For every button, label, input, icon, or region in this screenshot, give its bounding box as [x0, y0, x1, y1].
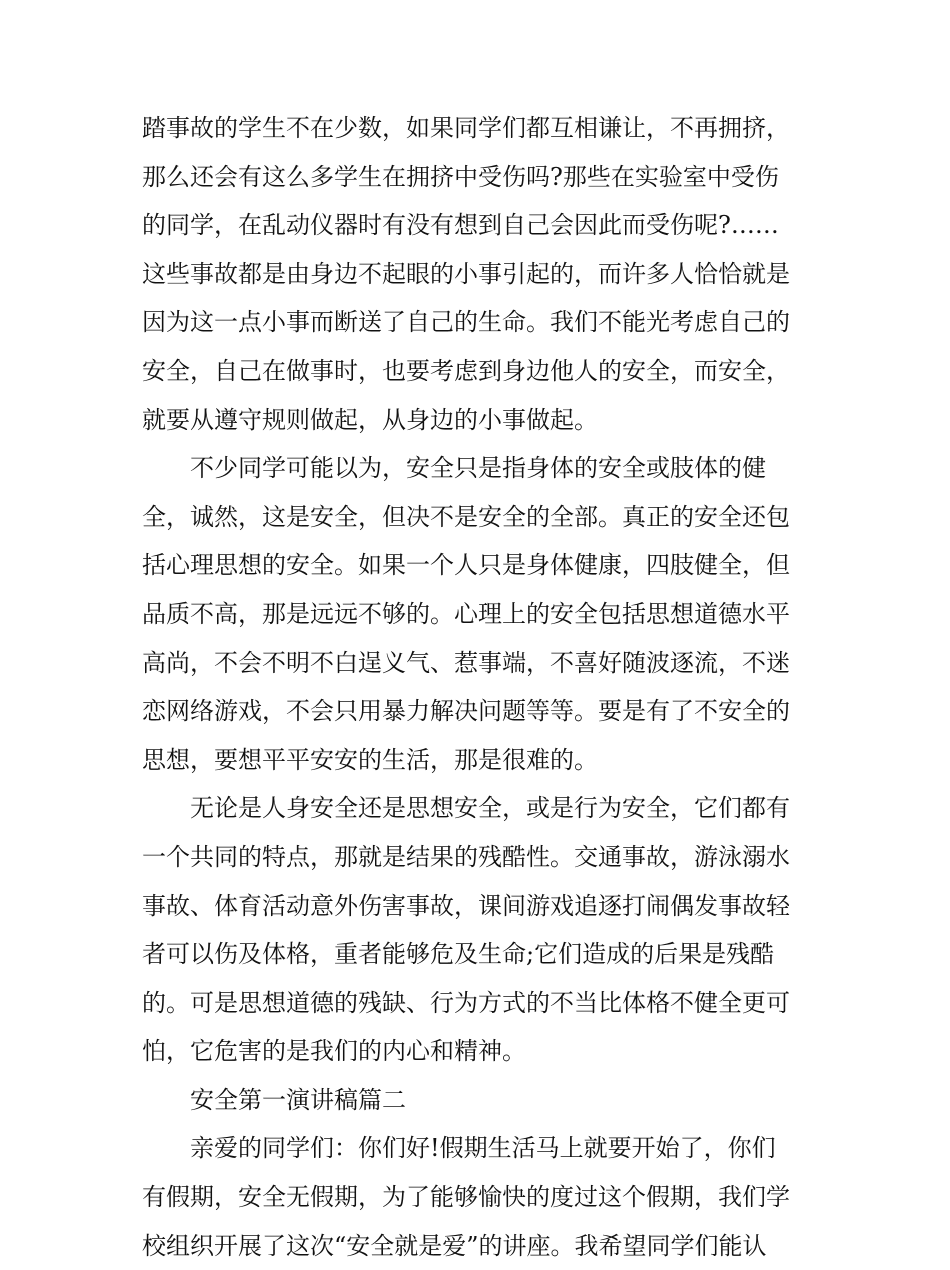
text-line: 有假期，安全无假期，为了能够愉快的度过这个假期，我们学: [142, 1183, 790, 1212]
text-line: 怕，它危害的是我们的内心和精神。: [142, 1037, 526, 1066]
text-line: 高尚，不会不明不白逞义气、惹事端，不喜好随波逐流，不迷: [142, 648, 790, 677]
text-line: 括心理思想的安全。如果一个人只是身体健康，四肢健全，但: [142, 551, 790, 580]
text-line: 事故、体育活动意外伤害事故，课间游戏追逐打闹偶发事故轻: [142, 891, 790, 920]
text-line: 踏事故的学生不在少数，如果同学们都互相谦让，不再拥挤，: [142, 114, 790, 142]
paragraph-start-line: 不少同学可能以为，安全只是指身体的安全或肢体的健: [190, 454, 766, 483]
body-text: [142, 104, 822, 1270]
text-line: 校组织开展了这次“安全就是爱”的讲座。我希望同学们能认: [142, 1231, 767, 1260]
section-heading: 安全第一演讲稿篇二: [190, 1085, 406, 1114]
text-line: 就要从遵守规则做起，从身边的小事做起。: [142, 405, 598, 434]
text-line: 思想，要想平平安安的生活，那是很难的。: [142, 745, 598, 774]
text-line: 安全，自己在做事时，也要考虑到身边他人的安全，而安全，: [142, 356, 790, 385]
paragraph-start-line: 无论是人身安全还是思想安全，或是行为安全，它们都有: [190, 794, 790, 823]
paragraph-start-line: 亲爱的同学们：你们好!假期生活马上就要开始了，你们: [190, 1134, 776, 1163]
text-line: 的同学，在乱动仪器时有没有想到自己会因此而受伤呢?……: [142, 211, 779, 240]
text-line: 的。可是思想道德的残缺、行为方式的不当比体格不健全更可: [142, 988, 790, 1017]
text-line: 那么还会有这么多学生在拥挤中受伤吗?那些在实验室中受伤: [142, 162, 779, 191]
text-line: 因为这一点小事而断送了自己的生命。我们不能光考虑自己的: [142, 308, 790, 337]
text-line: 品质不高，那是远远不够的。心理上的安全包括思想道德水平: [142, 599, 790, 628]
text-line: 全，诚然，这是安全，但决不是安全的全部。真正的安全还包: [142, 502, 790, 531]
text-line: 恋网络游戏，不会只用暴力解决问题等等。要是有了不安全的: [142, 697, 790, 726]
text-line: 一个共同的特点，那就是结果的残酷性。交通事故，游泳溺水: [142, 842, 790, 871]
text-line: 这些事故都是由身边不起眼的小事引起的，而许多人恰恰就是: [142, 259, 790, 288]
text-line: 者可以伤及体格，重者能够危及生命;它们造成的后果是残酷: [142, 940, 775, 969]
